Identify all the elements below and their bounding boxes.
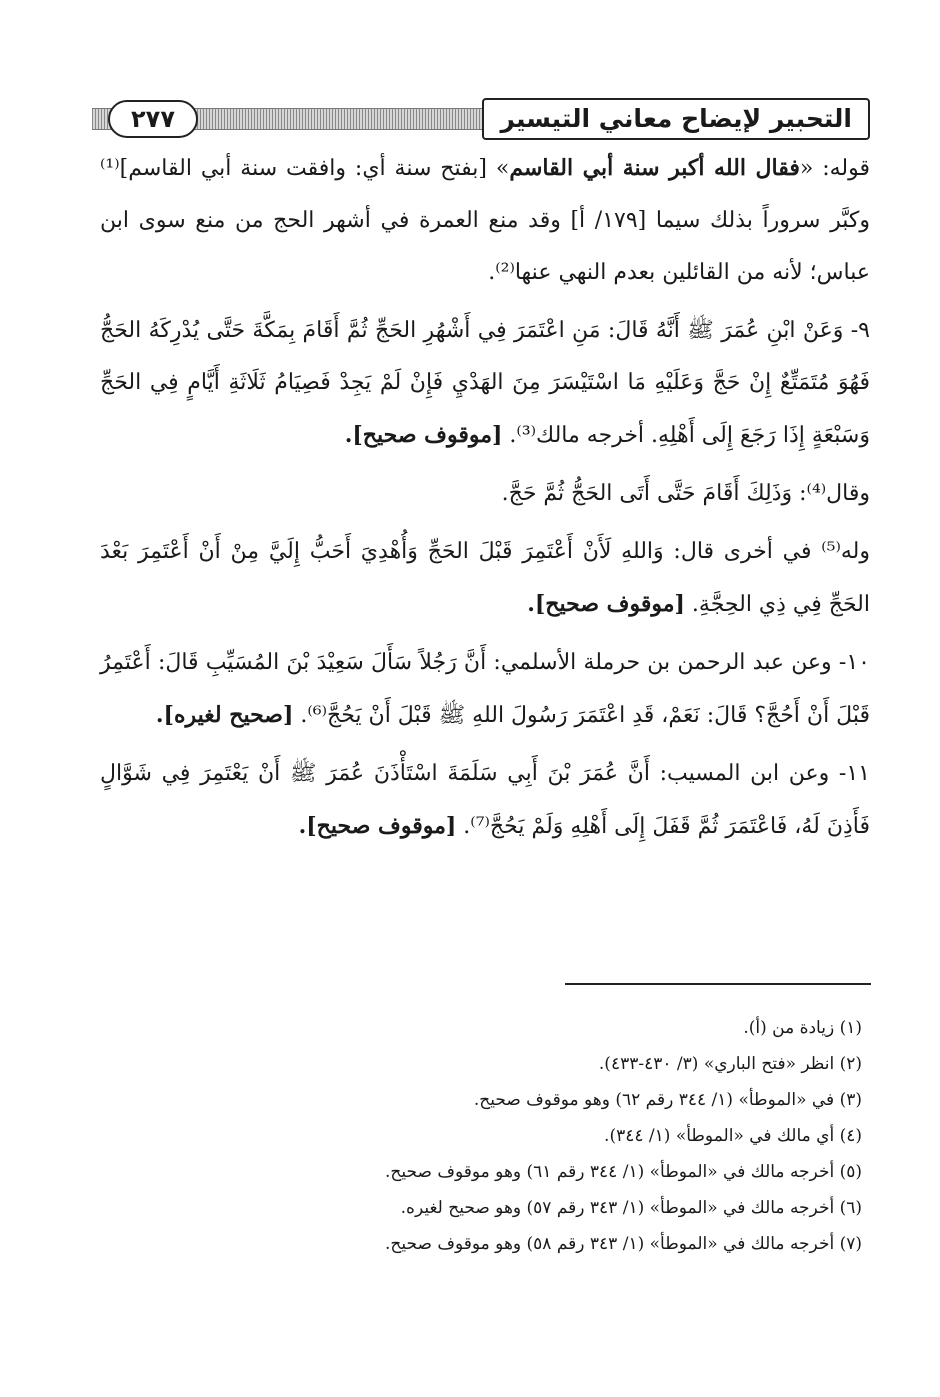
footnote-6: (٦) أخرجه مالك في «الموطأ» (١/ ٣٤٣ رقم ٥٧) وهو صحيح لغيره. bbox=[400, 1198, 862, 1218]
hadith-9-ruling: [موقوف صحيح]. bbox=[344, 422, 503, 448]
hadith-9-text: ٩- وَعَنْ ابْنِ عُمَرَ ﷺ أَنَّهُ قَالَ: مَنِ اعْتَمَرَ فِي أَشْهُرِ الحَجِّ ثُمَّ أَقَامَ بِمَكَّةَ حَتَّى يُدْرِكَهُ الحَجُّ فَهُوَ مُتَمَتِّعٌ إِنْ حَجَّ وَعَلَيْهِ مَا اسْتَيْسَرَ مِنَ الهَدْيِ فَإِنْ لَمْ يَجِدْ فَصِيَامُ ثَلَاثَةِ أَيَّامٍ فِي الحَجِّ وَسَبْعَةٍ إِذَا رَجَعَ إِلَى أَهْلِهِ. أخرجه مالك⁽³⁾. bbox=[100, 318, 870, 448]
footnotes bbox=[300, 1010, 862, 1262]
paragraph-1-lead: قوله: « bbox=[799, 156, 870, 181]
footnote-1: (١) زيادة من (أ). bbox=[743, 1018, 862, 1038]
hadith-10 bbox=[100, 637, 870, 742]
hadith-11-text: ١١- وعن ابن المسيب: أَنَّ عُمَرَ بْنَ أَبِي سَلَمَةَ اسْتَأْذَنَ عُمَرَ ﷺ أَنْ يَعْتَمِرَ فِي شَوَّالٍ فَأَذِنَ لَهُ، فَاعْتَمَرَ ثُمَّ قَفَلَ إِلَى أَهْلِهِ وَلَمْ يَحُجَّ⁽⁷⁾. bbox=[100, 761, 870, 839]
footnote-7: (٧) أخرجه مالك في «الموطأ» (١/ ٣٤٣ رقم ٥٨) وهو موقوف صحيح. bbox=[385, 1234, 862, 1254]
paragraph-1-quote: فقال الله أكبر سنة أبي القاسم bbox=[509, 155, 800, 181]
page-number: ٢٧٧ bbox=[108, 100, 198, 138]
hadith-9-addition bbox=[100, 468, 870, 520]
hadith-9-other-narration bbox=[100, 526, 870, 631]
hadith-10-text: ١٠- وعن عبد الرحمن بن حرملة الأسلمي: أَنَّ رَجُلاً سَأَلَ سَعِيْدَ بْنَ المُسَيِّبِ قَالَ: أَعْتَمِرُ قَبْلَ أَنْ أَحُجَّ؟ قَالَ: نَعَمْ، قَدِ اعْتَمَرَ رَسُولَ اللهِ ﷺ قَبْلَ أَنْ يَحُجَّ⁽⁶⁾. bbox=[100, 650, 870, 728]
footnote-5: (٥) أخرجه مالك في «الموطأ» (١/ ٣٤٤ رقم ٦١) وهو موقوف صحيح. bbox=[385, 1162, 862, 1182]
footnote-2: (٢) انظر «فتح الباري» (٣/ ٤٣٠-٤٣٣). bbox=[598, 1054, 862, 1074]
hadith-9 bbox=[100, 305, 870, 462]
footnote-4: (٤) أي مالك في «الموطأ» (١/ ٣٤٤). bbox=[604, 1126, 862, 1146]
hadith-11-ruling: [موقوف صحيح]. bbox=[298, 813, 457, 839]
hadith-9-other-ruling: [موقوف صحيح]. bbox=[527, 591, 685, 617]
paragraph-1 bbox=[100, 142, 870, 299]
hadith-10-ruling: [صحيح لغيره]. bbox=[155, 702, 294, 728]
hadith-11 bbox=[100, 748, 870, 853]
hadith-9-addition-text: وقال⁽⁴⁾: وَذَلِكَ أَقَامَ حَتَّى أَتَى الحَجُّ ثُمَّ حَجَّ. bbox=[501, 481, 870, 506]
paragraph-1-text: » [بفتح سنة أي: وافقت سنة أبي القاسم]⁽¹⁾ وكبَّر سروراً بذلك سيما [١٧٩/ أ] وقد منع العمرة في أشهر الحج من منع سوى ابن عباس؛ لأنه من القائلين بعدم النهي عنها⁽²⁾. bbox=[100, 156, 870, 285]
page-header bbox=[92, 98, 870, 142]
book-title: التحبير لإيضاح معاني التيسير bbox=[482, 98, 870, 140]
main-text bbox=[100, 142, 870, 859]
footnote-3: (٣) في «الموطأ» (١/ ٣٤٤ رقم ٦٢) وهو موقوف صحيح. bbox=[473, 1090, 862, 1110]
footnote-separator bbox=[565, 983, 871, 985]
hadith-9-other-text: وله⁽⁵⁾ في أخرى قال: وَاللهِ لَأَنْ أَعْتَمِرَ قَبْلَ الحَجِّ وَأُهْدِيَ أَحَبُّ إِلَيَّ مِنْ أَنْ أَعْتَمِرَ بَعْدَ الحَجِّ فِي ذِي الحِجَّةِ. bbox=[100, 539, 870, 617]
